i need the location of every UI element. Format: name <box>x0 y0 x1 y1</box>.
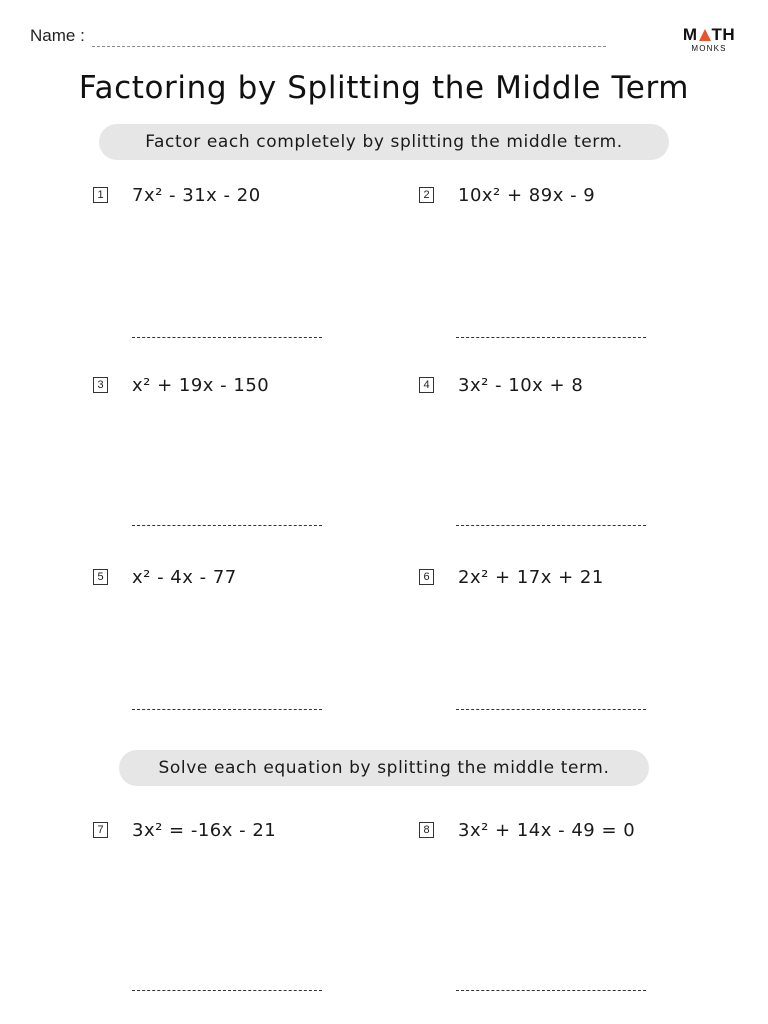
answer-line-2[interactable] <box>456 337 646 338</box>
problem-expression: 3x² + 14x - 49 = 0 <box>458 819 636 841</box>
problem-number: 4 <box>419 377 434 393</box>
worksheet-title: Factoring by Splitting the Middle Term <box>78 70 690 106</box>
answer-line-4[interactable] <box>456 525 646 526</box>
answer-line-6[interactable] <box>456 709 646 710</box>
answer-line-1[interactable] <box>132 337 322 338</box>
logo-text-right: TH <box>711 25 736 44</box>
name-field[interactable] <box>92 46 606 47</box>
problem-number: 3 <box>93 377 108 393</box>
problem-number: 1 <box>93 187 108 203</box>
problem-number: 7 <box>93 822 108 838</box>
problem-expression: x² + 19x - 150 <box>132 374 270 396</box>
instruction-solve: Solve each equation by splitting the middle term. <box>119 750 649 786</box>
problem-expression: 3x² - 10x + 8 <box>458 374 584 396</box>
answer-line-5[interactable] <box>132 709 322 710</box>
answer-line-3[interactable] <box>132 525 322 526</box>
math-monks-logo <box>678 26 740 54</box>
problem-7 <box>93 818 276 842</box>
problem-expression: 7x² - 31x - 20 <box>132 184 261 206</box>
logo-subtext: MONKS <box>691 44 727 53</box>
problem-1 <box>93 183 261 207</box>
logo-wordmark <box>678 26 740 44</box>
problem-number: 2 <box>419 187 434 203</box>
problem-2 <box>419 183 595 207</box>
name-label: Name : <box>30 26 85 45</box>
problem-3 <box>93 373 269 397</box>
triangle-icon <box>699 29 711 41</box>
problem-4 <box>419 373 583 397</box>
problem-number: 5 <box>93 569 108 585</box>
logo-text-left: M <box>682 25 698 44</box>
problem-number: 8 <box>419 822 434 838</box>
answer-line-7[interactable] <box>132 990 322 991</box>
problem-8 <box>419 818 635 842</box>
problem-expression: 2x² + 17x + 21 <box>458 566 604 588</box>
answer-line-8[interactable] <box>456 990 646 991</box>
problem-6 <box>419 565 604 589</box>
problem-expression: 10x² + 89x - 9 <box>458 184 596 206</box>
problem-number: 6 <box>419 569 434 585</box>
problem-5 <box>93 565 237 589</box>
problem-expression: 3x² = -16x - 21 <box>132 819 277 841</box>
problem-expression: x² - 4x - 77 <box>132 566 237 588</box>
instruction-factor: Factor each completely by splitting the middle term. <box>99 124 669 160</box>
